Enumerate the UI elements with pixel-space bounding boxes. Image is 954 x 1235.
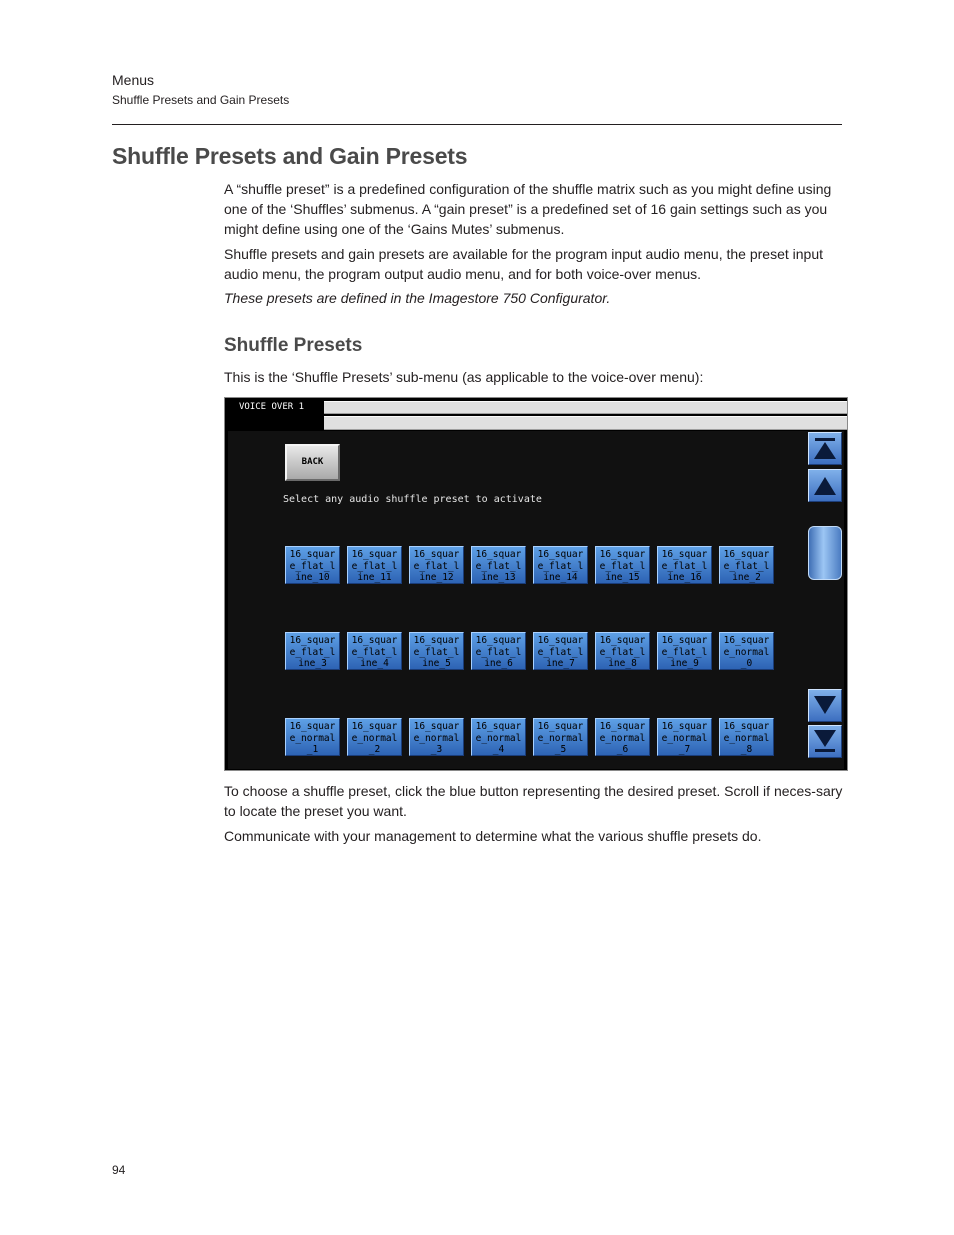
preset-button[interactable]: 16_squar e_normal _2 [347,718,402,756]
menu-title-bar [225,398,847,431]
preset-button[interactable]: 16_squar e_flat_l ine_16 [657,546,712,584]
page-number: 94 [112,1163,126,1177]
scroll-bottom-button[interactable] [808,725,842,758]
preset-button[interactable]: 16_squar e_flat_l ine_3 [285,632,340,670]
preset-button[interactable]: 16_squar e_normal _5 [533,718,588,756]
configurator-note: These presets are defined in the Imagestore 750 Configurator. [224,290,611,306]
preset-button[interactable]: 16_squar e_flat_l ine_11 [347,546,402,584]
preset-button[interactable]: 16_squar e_flat_l ine_14 [533,546,588,584]
after-paragraph-1: To choose a shuffle preset, click the blue button representing the desired preset. Scroll if neces-sary to locate the preset you want. [224,783,843,819]
subsection-heading: Shuffle Presets [224,335,363,356]
preset-button[interactable]: 16_squar e_flat_l ine_13 [471,546,526,584]
back-button[interactable]: BACK [285,444,340,481]
preset-prompt: Select any audio shuffle preset to activate [283,494,542,505]
preset-button[interactable]: 16_squar e_flat_l ine_8 [595,632,650,670]
preset-button[interactable]: 16_squar e_normal _3 [409,718,464,756]
preset-button[interactable]: 16_squar e_flat_l ine_12 [409,546,464,584]
shuffle-presets-screenshot [224,397,848,771]
after-text [224,781,848,846]
preset-button[interactable]: 16_squar e_flat_l ine_6 [471,632,526,670]
preset-button[interactable]: 16_squar e_flat_l ine_4 [347,632,402,670]
scroll-down-button[interactable] [808,689,842,722]
title-strip-bottom [324,416,847,430]
running-head-section: Shuffle Presets and Gain Presets [112,93,290,107]
preset-button[interactable]: 16_squar e_flat_l ine_2 [719,546,774,584]
preset-button[interactable]: 16_squar e_normal _7 [657,718,712,756]
preset-button[interactable]: 16_squar e_normal _4 [471,718,526,756]
preset-button[interactable]: 16_squar e_normal _0 [719,632,774,670]
scroll-thumb[interactable] [808,526,842,580]
scroll-top-icon [809,433,841,464]
preset-button[interactable]: 16_squar e_normal _8 [719,718,774,756]
intro-paragraph-1: A “shuffle preset” is a predefined configuration of the shuffle matrix such as you might define using one of the ‘Shuffles’ submenus. A “gain preset” is a predefined set of 16 gain settings such as you might define using one of the ‘Gains Mutes’ submenus. [224,181,832,237]
after-paragraph-2: Communicate with your management to determine what the various shuffle presets do. [224,828,762,844]
preset-button[interactable]: 16_squar e_flat_l ine_15 [595,546,650,584]
preset-button[interactable]: 16_squar e_flat_l ine_9 [657,632,712,670]
scroll-up-button[interactable] [808,469,842,502]
scroll-bottom-icon [809,726,841,757]
title-strip-top [324,401,847,414]
menu-title: VOICE OVER 1 [229,399,321,415]
menu-screen [228,431,844,769]
preset-button[interactable]: 16_squar e_normal _6 [595,718,650,756]
intro-text [224,179,848,308]
preset-button[interactable]: 16_squar e_flat_l ine_5 [409,632,464,670]
scroll-down-icon [809,690,841,721]
preset-button[interactable]: 16_squar e_flat_l ine_7 [533,632,588,670]
header-rule [112,124,842,125]
scroll-up-icon [809,470,841,501]
running-head-chapter: Menus [112,72,155,88]
preset-button[interactable]: 16_squar e_flat_l ine_10 [285,546,340,584]
lead-paragraph: This is the ‘Shuffle Presets’ sub-menu (as applicable to the voice-over menu): [224,369,704,385]
intro-paragraph-2: Shuffle presets and gain presets are available for the program input audio menu, the preset input audio menu, the program output audio menu, and for both voice-over menus. [224,246,824,282]
section-heading: Shuffle Presets and Gain Presets [112,143,468,169]
preset-button[interactable]: 16_squar e_normal _1 [285,718,340,756]
lead-text [224,367,848,387]
scroll-top-button[interactable] [808,432,842,465]
running-head [112,71,289,108]
